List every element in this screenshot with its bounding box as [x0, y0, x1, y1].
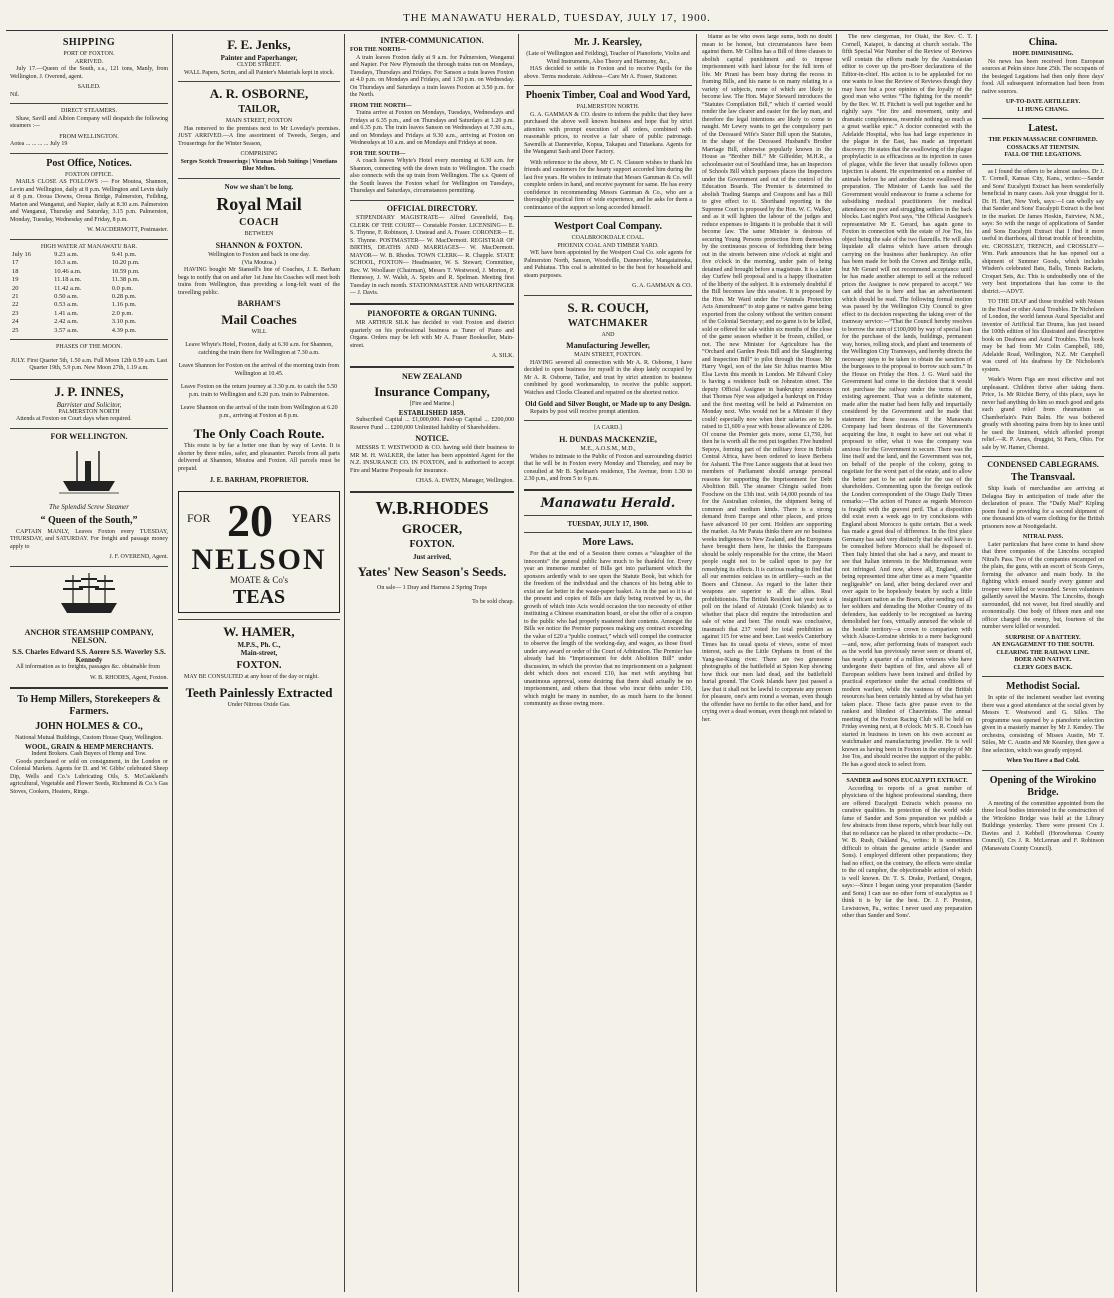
tide-cell: 3.57 a.m. — [54, 326, 79, 334]
direct-steamers-label: DIRECT STEAMERS. — [61, 108, 117, 114]
methodist-text: In spite of the inclement weather last evening there was a good attendance at the social given by Messrs T. Westwood and G. Silles. The programme was opened by a pianoforte selection given in a masterly manner by Mr J. Kendey. The orchestra, consisting of Misses Austin, Mr T. Stiles, Mr C. Austin and Mr Kearsley, then gave a fine selection, which was greatly enjoyed. — [982, 695, 1104, 754]
steamer-icon — [59, 447, 119, 497]
tide-row — [10, 318, 168, 326]
masthead-rule — [6, 30, 1108, 31]
innes-place: PALMERSTON NORTH — [58, 408, 120, 415]
grocer-town: FOXTON. — [409, 538, 455, 550]
tide-cell: 11.42 a.m. — [54, 284, 82, 292]
artillery-heading: UP-TO-DATE ARTILLERY. — [1005, 99, 1081, 105]
tide-cell: 24 — [12, 318, 19, 326]
tide-row — [10, 327, 168, 335]
fabrics-list: Serges Scotch Trouserings | Vicunas Irish Suitings | Venetians Blue Melton. — [180, 158, 338, 173]
barhams-label: BARHAM'S — [237, 299, 281, 309]
column-5 — [698, 34, 836, 1292]
via-label: (Via Moutoa.) — [242, 259, 276, 266]
teeth-heading: Teeth Painlessly Extracted — [185, 684, 333, 700]
millers-heading: To Hemp Millers, Storekeepers & Farmers. — [17, 694, 161, 718]
ad-years: YEARS — [291, 510, 331, 525]
rhodes-name: W.B.RHODES — [375, 497, 489, 518]
holmes-name: JOHN HOLMES & CO., — [35, 721, 143, 733]
yates-seeds: Yates' New Season's Seeds. — [357, 564, 507, 580]
tide-cell: 17 — [12, 259, 19, 267]
postmaster: W. MACDERMOTT, Postmaster. — [87, 227, 168, 233]
osborne-name: A. R. OSBORNE, — [209, 86, 309, 102]
masthead: THE MANAWATU HERALD, TUESDAY, JULY 17, 1900. — [403, 12, 711, 24]
tide-cell: 18 — [12, 267, 19, 275]
engagement-heading: AN ENGAGEMENT TO THE SOUTH. — [991, 642, 1095, 649]
tide-cell: 10.3 a.m. — [54, 259, 79, 267]
post-office-sub: FOXTON OFFICE. — [65, 171, 113, 178]
teeth-sub: Under Nitrous Oxide Gas. — [227, 701, 291, 708]
hamer-name: W. HAMER, — [223, 623, 295, 639]
osborne-text: Has removed to the premises next to Mr Loveday's premises. JUST ARRIVED.—A fine assortment of Tweeds, Serges, and Trouserings for the Winter Season, — [178, 125, 340, 147]
moon-heading: PHASES OF THE MOON. — [56, 344, 122, 351]
column-rule — [172, 34, 173, 1292]
column-2 — [174, 34, 344, 1292]
tide-table — [10, 251, 168, 335]
from-north-label: FROM THE NORTH— — [350, 102, 412, 109]
massacre-heading: THE PEKIN MASSACRE CONFIRMED. — [988, 137, 1098, 143]
column-rule — [836, 34, 837, 1292]
surprise-heading: SURPRISE OF A BATTERY. — [1005, 634, 1081, 641]
kearsley-name: Mr. J. Kearsley, — [574, 37, 642, 48]
for-south-text: A coach leaves Whyte's Hotel every morning at 6.30 a.m. for Shannon, connecting with the down train to Wellington. The coach also connects with the up train from Wellington. The s.s. Queen of the South leaves the Foxton wharf for Wellington on Tuesdays, Thursdays and Saturdays, circumstances permitting. — [350, 158, 514, 195]
deaf-text: TO THE DEAF and those troubled with Noises in the Head or other Aural Troubles. Dr Nicholson of London, the world famous Aural Specialist and inventor of Artificial Ear Drums, has just issued the 100th edition of his illustrated and descriptive book on Deafness and Aural Troubles. This book may be had from Mr Colin Campbell, 180, Adelaide Road, Wellington, N.Z. Mr Campbell was cured of his deafness by Dr Nicholson's system. — [982, 299, 1104, 373]
hope-text: No news has been received from European sources at Pekin since June 25th. The occupants of the besieged Legations had then only three days' food. All subsequent information had been from native sources. — [982, 58, 1104, 95]
tide-cell: 4.39 p.m. — [111, 326, 137, 334]
coach-route: SHANNON & FOXTON. — [215, 240, 303, 250]
coach-route-text: Wellington to Foxton and back in one day. — [208, 252, 310, 259]
coach-times-1: Leave Whyte's Hotel, Foxton, daily at 6.30 a.m. for Shannon, catching the train there for Wellington at 7.30 a.m. — [185, 342, 333, 356]
column-rule — [696, 34, 697, 1292]
tide-cell: 2.42 a.m. — [54, 318, 79, 326]
hamer-qualification: M.P.S., Ph. C., — [237, 640, 281, 649]
steamer-text: CAPTAIN MANLY, Leaves Foxton every TUESDAY, THURSDAY, and SATURDAY. For freight and passage money apply to — [10, 528, 168, 550]
repairs-text: Repairs by post will receive prompt attention. — [530, 408, 640, 415]
hope-heading: HOPE DIMINISHING. — [1012, 51, 1074, 57]
dundas-text: Wishes to intimate to the Public of Foxton and surrounding district that he will be in Foxton every Monday and Thursday, and may be consulted at Mr B. Spelman's residence, The Avenue, from 1.30 to 2.30 p.m., and from 5 to 6 p.m. — [524, 453, 692, 483]
on-sale-text: On sale— 1 Dray and Harness 2 Spring Traps — [377, 585, 487, 592]
phoenix-coal-label: PHOENIX COAL AND TIMBER YARD. — [557, 242, 659, 249]
jenks-place: CLYDE STREET. — [237, 62, 281, 69]
between-label: BETWEEN — [244, 231, 274, 238]
tide-cell: 22 — [12, 301, 19, 309]
tide-cell: 2.0 p.m. — [111, 309, 134, 317]
mail-coaches-heading: Mail Coaches — [221, 311, 297, 327]
li-heading: LI HUNG CHANG. — [1017, 106, 1069, 113]
methodist-heading: Methodist Social. — [1006, 681, 1080, 693]
tide-row — [10, 268, 168, 276]
sailed-label: SAILED. — [77, 84, 101, 90]
tide-row — [10, 251, 168, 259]
notice-heading: NOTICE. — [415, 434, 449, 444]
dundas-qualification: M.E., A.O.S.M., M.D., — [580, 446, 636, 453]
ewen-signature: CHAS. A. EWEN, Manager, Wellington. — [415, 478, 514, 485]
barham-signature: J. E. BARHAM, PROPRIETOR. — [209, 476, 309, 485]
legations-heading: FALL OF THE LEGATIONS. — [1004, 152, 1082, 158]
editorial-text: For that at the end of a Session there comes a “slaughter of the innocents” the general public have much to be thankful for. Every year an immense number of Bills get into parliament which the sponsors ardently wish to see upon the Statute Book, but which for the freedom of the individual and the chances of his being able to exist are far better in the waste-paper basket. As in the past so it is at the present and copies of Bills are daily being received by us, the growth of which into Acts would occasion the too necessity of either instituting a Chinese examination board, or else the offer of a coupon to the public who had properly mastered their contents. Amongst the Bills we notice the Premier purposes making any contract exceeding the value of £20 a “public contract,” which will compel the contractor to observe the length of the working-day, and wages, as those fixed under any award or order of the Court of Arbitration. The Premier has already had his “Imprisonment for debt Abolition Bill” under discussion, in which the proviso that no imprisonment on a judgment debt which does not exceed £10, has met with anything but unanimous approval, some desiring that there shall actually be no imprisonment, and others that those who incur debts under £10, which might be many in number, do as much harm to the honest community as those owing more. — [524, 551, 692, 708]
anchor-text: All information as to freights, passages &c. obtainable from — [16, 664, 160, 671]
insurance-type: [Fire and Marine.] — [409, 401, 455, 408]
notice-text: MESSRS T. WESTWOOD & CO. having sold their business to MR M. H. WALKER, the latter has been appointed Agent for the N.Z. INSURANCE CO. IN FOXTON, and is authorised to accept Fire and Marine Proposals for insurance. — [350, 445, 514, 474]
column-7 — [978, 34, 1108, 1292]
shipping-heading: SHIPPING — [62, 37, 116, 48]
tide-row — [10, 293, 168, 301]
post-office-text: MAILS CLOSE AS FOLLOWS :— For Moutoa, Shannon, Levin and Wellington, daily at 8 p.m. Wellington and Levin daily at 8 p.m. Oroua Downs, Oroua Bridge, Palmerston, Feilding, Marton and Wanganui, and Napier, daily at 8.30 a.m. Palmerston and Wanganui, Thursday and Saturday, 3.15 p.m. Palmerston, Monday, Tuesday, Wednesday and Friday, 8 p.m. — [10, 179, 168, 223]
tide-row — [10, 285, 168, 293]
official-directory-text: STIPENDIARY MAGISTRATE— Alfred Greenfield, Esq. CLERK OF THE COURT— Constable Forster. LICENSING— E. S. Thynne, F. Robinson, J. Unstead and A. Fraser. CORONER— E. S. Thynne. POSTMASTER— W. MacDermott. REGISTRAR OF BIRTHS, DEATHS AND MARRIAGES— W. MacDermott. MAYOR— W. B. Rhodes. TOWN CLERK— R. Chapple. STATE SCHOOL, FOXTON— Headmaster, W. S. Stewart; Committee, Rev. W. Woollaser (Chairman), Messrs T. Westwood, J. Morton, P. Hennessy, J. W. Walsh, A. Speirs and R. Spelman. Meeting first Tuesday in each month. STATIONMASTER AND WHARFINGER— J. Davis. — [350, 215, 514, 297]
tide-cell: 3.10 p.m. — [111, 318, 137, 326]
herald-nameplate: Manawatu Herald. — [540, 495, 676, 511]
tide-cell: 1.16 p.m. — [111, 301, 137, 309]
tide-heading: HIGH WATER AT MANAWATU BAR. — [40, 243, 138, 250]
phoenix-heading: Phoenix Timber, Coal and Wood Yard, — [525, 90, 691, 101]
tide-cell: 0.28 p.m. — [111, 293, 137, 301]
westport-heading: Westport Coal Company. — [553, 221, 663, 232]
tide-cell: 11.38 p.m. — [111, 276, 140, 284]
cossacks-heading: COSSACKS AT TIENTSIN. — [1006, 144, 1080, 151]
post-office-heading: Post Office, Notices. — [46, 157, 132, 169]
news-text: blame as be who owes large sums, both no doubt mean to be honest, but circumstances have been against them. Mr Collins has a Bill of three clauses to abolish capital punishment and to impose imprisonment with hard labour for the full term of life. Mr Pirani has been busy during the recess in framing Bills, and his name is on many relating to a variety of subjects, none of which are likely to become law. The Hon. Major Steward introduces the “Statutes Compilation Bill,” which if carried would render the law clearer and easier for the lay man, and therefore the legal intentions are likely to come to naught. Mr Lewry wants to get the compulsory part of the Deceased Wife's Sister Bill upon the Statutes, in the shape of the Deceased Husband's Brother Marriage Bill, otherwise popularly known in the House as “Brother Bill.” Mr Gilfedder, M.H.R., a schoolmaster out of Southland time, has an Inspectors of Schools Bill which purposes places the Inspectors under the Government and out of the control of the Education Boards. The Premier is determined to abolish Trading Stamps and Coupons and has a Bill to give effect to it. Shorthand reporting in the Supreme Court is proposed by the Hon. W. C. Walker, and as it will lighten the labour of the judges and reduce expenses to litigants it is probable that it will become law. The same Minister is desirous of securing Young Persons protection from themselves by the continuous process of forbidding their being out in the streets between nine o'clock at night and five o'clock in the morning, under pain of being detained and brought before a magistrate. It is a latter day Curfew bell proposal and is a happy illustration of the liberty of the subject. It is extremely doubtful if the Bill becomes law this session. It is proposed by the Hon. Mr Ward under the “Animals Protection Acts Amendment” to stop game or native game being exported from the colony without the written consent of the Colonial Secretary; and no game is to be killed, sold or offered for sale within six months of the close of the game season whether it be frozen, chilled, or not. The new Minister for Agriculture has the “Orchard and Garden Pests Bill and the Slaughtering and Inspection Bill” to pilot through the House. Mr Harry Vogel, son of the late Sir Julius marries Miss Elsa Levin this month in London. Mr Edward Coley is having a residence built on Johnston street. The deputy Official Assignee in bankruptcy announces that Thomas Nye was adjudged a bankrupt on Friday and the first meeting will be held at Palmerston on Monday next. Who would not be a Minister if they could! especially now when their salaries are to be raised to £1,600 a year with house allowance of £206. Of course the Premier gets more, some £1,750, but then he is worth all the rest put together. Five hundred Sepoys, forming part of the military force in British Central Africa, have been ordered to leave Berbera for Ashanti. The Free Lance suggests that at least two members of Parliament should arrange personal reasons for supporting the Imprisonment for Debt Abolition Bill. The steamer Chingtu sailed from Foochow on the 13th inst. with 14,000 pounds of tea for the Australian colonies, the shipment being of common and medium kinds. There is a strong demand from Europe and other places, and prices have advanced 10 per cent. Holders are supporting the market. As Mr Parata thinks there are no business weeks indigenous to New Zealand, and the Europeans have brought them here, he thinks the Europeans should be solely responsible for the crime, the Maori people ought not to be called upon to pay for remedying its effects. It is curious reading to find that all our enemies outclass us in artillery—such as the Boers and Chinese. As regard to the latter their weapons are superior to all the allies. Real prohibitionists. The British Resident last year took a poll on the island of Aitutaki (Cook Islands) as to whether that place did require the introduction and sale of wine and beer. The result was conclusive, inasmuch that 237 voted for total prohibition as against 115 for wine and beer. Last week's Canterbury Times has its usual quota of views, some of most interest, such as the Little Orphans in front of the Yang-tse-Kiang river. There are two gruesome photographs of the battlefield at Spion Kop showing how thick our men laid dead, and the battlefield burial ground. The Cook Islands have just passed a law that it shall not be lawful to corporate any person for pleasure, one's arm round a woman, even though the offender have no fertile to the other hand, and for crying over a dead woman, even though not related to her. — [702, 34, 832, 723]
kearsley-text: HAS decided to settle in Foxton and to receive Pupils for the above. Terms moderate. Address—Care Mr A. Fraser, Stationer. — [524, 66, 692, 80]
wades-text: Wade's Worm Figs are most effective and not unpleasant. Children thrive after taking them. Price, 1s. Mr Ritchie Berry, of this place, says he never had anything do him so much good and gets such grand relief from rheumatism as Chamberlain's Pain Balm. He was bothered greatly with shooting pains from hip to knee until he used the liniment, which afforded prompt relief.—R. P. Ames, druggist, St Paris, Ohio. For sale by W. Hamer, Chemist. — [982, 377, 1104, 451]
for-north-label: FOR THE NORTH— — [350, 47, 407, 54]
hamer-street: Main-street, — [240, 648, 278, 657]
port-label: PORT OF FOXTON. — [63, 51, 115, 57]
overend-agent: J. F. OVEREND, Agent. — [109, 554, 168, 561]
tide-cell: 11.18 a.m. — [54, 276, 82, 284]
ad-teas: TEAS — [232, 585, 286, 608]
column-rule — [518, 34, 519, 1292]
holmes-goods: Goods purchased or sold on consignment, in the London or Colonial Markets. Agents for D. and W. Gibbs' celebrated Sheep Dip, Wells and Co.'s Lubricating Oils, S. McCaskland's agricultural, Vegetable and Flower Seeds, Richmond & Co.'s Gas Stoves, Cookers, Heaters, Rings. — [10, 758, 168, 795]
tide-cell: 0.0 p.m. — [111, 284, 134, 292]
only-route-text: This route is by far a better one than by way of Levin. It is shorter by three miles, safer, and pleasanter. Parcels from all parts delivered at Shannon, Moutoa and Foxton. All parcels must be prepaid. — [178, 443, 340, 472]
aotea-line: Aotea ... ... ... ... July 19 — [10, 141, 68, 147]
arrived-text: July 17.—Queen of the South, s.s., 121 tons, Manly, from Wellington. J. Overend, agent. — [10, 66, 168, 80]
tide-cell: 10.59 p.m. — [111, 267, 140, 275]
holmes-address: National Mutual Buildings, Custom House Quay, Wellington. — [15, 735, 163, 742]
nelson-teas-ad — [178, 491, 340, 613]
innes-text: Attends at Foxton on Court days when required. — [16, 416, 132, 423]
tide-cell: 0.53 a.m. — [54, 301, 79, 309]
coach-times-3: Leave Foxton on the return journey at 3.30 p.m. to catch the 5.50 p.m. train to Wellington and 6.20 p.m. train to Palmerston. — [180, 384, 338, 398]
wirokino-text: A meeting of the committee appointed from the three local bodies interested in the construction of the Wirokino Bridge was held at the Library Buildings yesterday. There were present Crs J. Davies and J. Kebbell (Horowhenua County Council), Crs J. R. McLennan and F. Robinson (Manawatu County Council). — [982, 800, 1104, 852]
sold-cheap: To be sold cheap. — [472, 598, 514, 605]
innes-name: J. P. INNES, — [54, 383, 124, 399]
intercommunication-heading: INTER-COMMUNICATION. — [380, 36, 484, 45]
just-arrived: Just arrived, — [412, 552, 452, 561]
innes-role: Barrister and Solicitor, — [56, 400, 122, 409]
coalbrook-label: COALBROOKDALE COAL. — [571, 235, 645, 241]
nitral-heading: NITRAL PASS. — [1022, 534, 1064, 541]
for-north-text: A train leaves Foxton daily at 9 a.m. for Palmerston, Wanganui and Napier. For New Plymouth the through trains run on Mondays, Tuesdays, Thursdays and Fridays. For Sanson a train leaves Foxton at 4.0 p.m. on Mondays and Fridays, and 1.50 p.m. on Wednesday. On Thursdays and Saturdays a train leaves Foxton at 3.50 p.m. for the North. — [350, 54, 514, 99]
couch-place: MAIN STREET, FOXTON. — [574, 352, 642, 359]
column-6 — [838, 34, 976, 1292]
condensed-heading: CONDENSED CABLEGRAMS. — [987, 460, 1099, 469]
kearsley-role: (Late of Wellington and Feilding), Teacher of Pianoforte, Violin and Wind Instruments, Also Theory and Harmony, &c., — [526, 51, 690, 65]
osborne-place: MAIN STREET, FOXTON — [225, 118, 293, 125]
for-south-label: FOR THE SOUTH— — [350, 150, 406, 157]
tide-cell: 21 — [12, 293, 19, 301]
direct-steamers-text: Shaw, Savill and Albion Company will despatch the following steamers :— — [10, 115, 168, 129]
tide-cell: 25 — [12, 326, 19, 334]
tide-cell: 0.50 a.m. — [54, 293, 79, 301]
tide-cell: July 16 — [12, 251, 31, 258]
ad-nelson: NELSON — [191, 542, 327, 576]
c7-text-1: as I found the others to be almost useless. Dr J. T. Cornell, Kansas City, Kans., writes:—Sander and Sons' Eucalypti Extract has been wonderfully beneficial in many cases. Ask your druggist for it. Dr. H. Hart, New York, says:—I can wholly say that Sander and Sons' Eucalypti Extract is the best in the market. Dr James Hoskin, Fairview, N.M., says: So with the range of applications of Sander and Sons Eucalypti Extract that I find it more useful in diarrhoea, all throat trouble of bronchitis, etc. CROSSLEY, TRENCH, and CROSSLEY—Wm. Park announces that he has opened out a shipment of Summer Goods, which includes Wisden's celebrated Bats, Balls, Tennis Rackets, Croquet Sets, &c. This is undoubtedly one of the very best importations that has come to the district.—ADVT. — [982, 168, 1104, 295]
ad-twenty: 20 — [227, 494, 273, 546]
will-label: WILL — [251, 328, 267, 335]
jeweller-heading: Manufacturing Jeweller, — [566, 341, 650, 350]
phoenix-place: PALMERSTON NORTH. — [576, 104, 640, 110]
ship-icon — [59, 573, 119, 623]
hamer-town: FOXTON. — [236, 660, 282, 672]
column-4 — [520, 34, 696, 1292]
holmes-trade: WOOL, GRAIN & HEMP MERCHANTS. — [24, 742, 154, 751]
comprising-label: COMPRISING — [240, 151, 278, 158]
osborne-trade: TAILOR, — [238, 104, 280, 116]
for-wellington-heading: FOR WELLINGTON. — [50, 431, 128, 441]
tide-cell: 10.46 a.m. — [54, 267, 82, 275]
card-label: [A CARD.] — [594, 425, 622, 432]
official-directory-heading: OFFICIAL DIRECTORY. — [386, 203, 478, 213]
from-north-text: Trains arrive at Foxton on Mondays, Tuesdays, Wednesdays and Fridays at 6.35 p.m., and on Thursdays and Saturdays at 1.20 p.m. and 6.35 p.m. The train leaves Sanson on Wednesdays at 7.30 a.m., and on Mondays and Fridays at 9.30 a.m., arriving at Foxton on Wednesdays at 10 a.m. and on Mondays and Fridays at noon. — [350, 110, 514, 147]
tide-row — [10, 276, 168, 284]
anchor-company: ANCHOR STEAMSHIP COMPANY, NELSON. — [24, 627, 154, 646]
watchmaker-heading: WATCHMAKER — [567, 317, 649, 329]
clery-heading: CLERY GOES BACK. — [1013, 664, 1073, 671]
ad-moate: MOATE & Co's — [229, 574, 289, 585]
clearing-heading: CLEARING THE RAILWAY LINE. — [996, 649, 1090, 656]
tide-cell: 19 — [12, 276, 19, 284]
holmes-brokers: Indent Brokers. Cash Buyers of Hemp and Tow. — [31, 751, 147, 758]
eucalypti-text: According to reports of a great number of physicians of the highest professional standing, there are offered Eucalypti Extracts which possess no curative qualities. In protection of the world wide fame of Sander and Sons preparation we publish a few abstracts from these reports, which bear fully out that no reliance can be placed in other products:—Dr. W. B. Rush, Oakland Pa., writes: It is sometimes difficult to obtain the genuine article (Sander and Sons). I employed different other preparations; they had no effect, on the contrary, the effects were similar to the oil camphor, the objectionable action of which is well known. Dr. T. S. Drake, Portland, Oregon, says:—Since I began using your preparation (Sander and Sons) I can use no other form of eucalyptus as I think it is by far the best. Dr. J. F. Preston, Lewistown, Pa., writes: I never used any preparation other than Sander and Sons'. — [842, 785, 972, 919]
eucalypti-heading: SANDER and SONS EUCALYPTI EXTRACT. — [846, 778, 968, 784]
tide-cell: 1.41 a.m. — [54, 309, 79, 317]
silk-signature: A. SILK. — [491, 353, 514, 360]
piano-tuning-heading: PIANOFORTE & ORGAN TUNING. — [367, 308, 497, 318]
insurance-capital: Subscribed Capital ... £1,000,000. Paid-up Capital ... £200,000 Reserve Fund ... £200,000 Unlimited liability of Shareholders. — [350, 417, 514, 431]
grocer-heading: GROCER, — [401, 520, 463, 536]
steamer-name: “ Queen of the South,” — [40, 514, 138, 526]
tide-cell: 23 — [12, 309, 19, 317]
couch-name: S. R. COUCH, — [567, 299, 649, 315]
column-1 — [6, 34, 172, 1292]
jenks-name: F. E. Jenks, — [227, 37, 291, 52]
transvaal-text: Ship loads of merchandise are arriving at Delagoa Bay in anticipation of trade after the declaration of peace. The “Daily Mail” Kipling poem fund is providing for a second shipment of one thousand kits of warm clothing for the British prisoners now at Nooitgedacht. — [982, 486, 1104, 530]
dundas-name: H. DUNDAS MACKENZIE, — [559, 434, 657, 444]
moon-text: JULY. First Quarter 5th, 1.50 a.m. Full Moon 12th 0.59 a.m. Last Quarter 19th, 5.9 p.m. New Moon 27th, 1.19 a.m. — [10, 357, 168, 372]
insurance-established: ESTABLISHED 1859. — [398, 408, 466, 417]
cold-heading: When You Have a Bad Cold. — [1006, 758, 1080, 765]
westport-text: WE have been appointed by the Westport Coal Co. sole agents for Palmerston North, Sanson, Woodville, Dannevirke, Mangatainoka, and Pahiatua. This coal is admitted to be the best for household and steam purposes. — [524, 250, 692, 279]
coach-heading: COACH — [239, 217, 279, 229]
column-3 — [346, 34, 518, 1292]
latest-heading: Latest. — [1028, 123, 1058, 134]
local-news-text: The new clergyman, for Otaki, the Rev. C. T. Cornell, Kaiapoi, is dancing at church socials. The fifth Special War Number of the Review of Reviews will contain the efforts made by the Australasian editor to cover up the pro-Boer declarations of the Editor-in-chief. His action is to be applauded for no one wants to lose the Review of Reviews though they may have but a poor opinion of the loyalty of the good man who writes “The fighting for the month” by the Rev. W. H. Fitchett is well put together and he rightly says “for fire and movement, unity and dramatic completeness, resemble nothing so much as a great warlike epic.” A doctor connected with the Adelaide Hospital, who has had large experience in the plague in the East, has made an important discovery. He states that the swallowing of the plague prophylactic is as efficacious as its injection in cases of plague, while the fever that usually follows upon injection is absent. He experimented on a number of animals before he and another doctor swallowed the preparation. The Minister of Lands has said the Government would endeavour to frame a scheme for subsidising medical practitioners for medical attendance on poor and struggling settlers in the back blocks. Last night's Post says, “the Official Assignee's representative Mr E. Gerard, has again gone to Foxton in connection with the estate of Joe Tos, his object being the sale of the two flaxmills. He will also liquidate all claims which have arisen through carrying on the business after bankruptcy. An offer has been made for both the Crown and Bridge mills, but Mr Gerard will not recommend acceptance until he has made another attempt to sell at the reduced prices the Assignee is now prepared to accept.” We can add that he is here and has an advertisement which should be read. The following formal motion was passed by the Wellington City Council to give effect to its decision respecting the taking over of the tramway service:—“That the Council hereby resolves to borrow the sum of £100,000 by way of special loan for the purchase of the lands, buildings, permanent way, horses, rolling stock, and plant and tenements of the Wellington City Tramways, and hereby directs the necessary steps to be taken to obtain the sanction of the burgesses to the proposal to borrow such sum.” In the House on Friday the Hon. J. G. Ward said the Government had come to the decision that it would not purchase the railway under the terms of the existing agreement. That was a definite statement, made after the matter had been fully and impartially considered by the Government and he made that statement for these reasons. If the Manawatu Company had been desirous of the Government's acquiring the line, it ought to have set out what it proposed to offer, what it was the company was anxious for the Government to secure. There was the line itself and the land, and the Government was not, on behalf of the people of the colony, going to negotiate for the worst part of the estate, and to allow the better part to be set aside for the use of the shareholders. Commenting upon the foreign outlook the London correspondent of the Otago Daily Times remarks:—The action of France as regards Morocco is fraught with the gravest peril. That a disposition did exist even a week ago to try conclusions with England about Morocco is quite certain. But a week has made a great deal of difference. In the first place Germany has said very distinctly that she will have to be consulted before Morocco shall be disposed of. Then Italy hinted that she had a navy, and meant to see that Italian interests in the Mediterranean were not infringed. And now, above all, England, after being represented time after time as a mere “quantite negligeable” on land, after being declared over and over again to be hopelessly beaten by such a little insignificant nation as the Boers, after sending out all her soldiers and denuding the Mother Country of its defenders, has suddenly to be recognised as having demolished her foes, virtually annexed the whole of the hostile territory—a crown to comparison with which Alsace-Lorraine shrinks to a mere background—and, now, after performing feats of transport such as the world has previously never seen or dreamt of, has nearly a quarter of a million veterans who have undergone their baptism of fire, and above all of European soldiers have been trained and drilled by practical experience under the actual conditions of modern warfare, while the vastness of the British resources has been certainly hinted at by what has yet taken place. These facts give pause even to the rankest and blindest of Chauvinists. The annual meeting of the Foxton Racing Club will be held on Friday evening next, at 8 o'clock. Mr S. R. Couch has started in business in town on his own account as watchmaker and manufacturing jeweller. He is well known as having been in Foxton in the employ of Mr Joe Tos, and should receive the support of the public. He has a good stock to select from. — [842, 34, 972, 768]
nz-insurance-label: NEW ZEALAND — [401, 371, 463, 381]
transvaal-heading: The Transvaal. — [1010, 472, 1076, 484]
from-wellington-label: FROM WELLINGTON. — [59, 133, 119, 140]
coach-times-4: Leave Shannon on the arrival of the train from Wellington at 6.20 p.m., arriving at Foxton at 8 p.m. — [180, 405, 338, 419]
insurance-heading: Insurance Company, — [374, 384, 490, 400]
jenks-text: WALL Papers, Scrim, and all Painter's Materials kept in stock. — [184, 69, 335, 76]
tide-cell: 9.41 p.m. — [111, 251, 137, 258]
column-rule — [976, 34, 977, 1292]
tide-cell: 20 — [12, 284, 19, 292]
column-rule — [344, 34, 345, 1292]
steamer-intro: The Splendid Screw Steamer — [48, 503, 130, 512]
silk-text: MR ARTHUR SILK has decided to visit Foxton and district quarterly on his professional business as Tuner of Piano and Organs. Orders may be left with Mr A. Fraser Bookseller, Main-street. — [350, 320, 514, 349]
boer-heading: BOER AND NATIVE. — [1014, 657, 1072, 664]
china-heading: China. — [1028, 37, 1058, 48]
and-label: AND — [601, 331, 615, 338]
nitral-text: Later particulars that have come to hand show that three companies of the Lincolns occupied Nitral's Pass. Two of the companies encamped on the plain, the guns, with an escort of Scots Greys, forming the advance and main body. In the fighting which ensued nearly every gunner and trooper were killed or wounded. Seven volunteers gallantly saved the Maxim. The Lincolns, though surrounded, did not waver, but fired steadily and economically. One body of fifteen men and one officer charged the enemy, but, fourteen of the number were killed or wounded. — [982, 541, 1104, 631]
issue-date: TUESDAY, JULY 17, 1900. — [567, 519, 649, 528]
royal-mail-heading: Royal Mail — [216, 194, 302, 215]
arrived-label: ARRIVED. — [74, 58, 104, 65]
rhodes-agent: W. B. RHODES, Agent, Foxton. — [90, 674, 168, 681]
coach-times-2: Leave Shannon for Foxton on the arrival of the morning train from Wellington at 10.45. — [178, 363, 340, 377]
hamer-text: MAY BE CONSULTED at any hour of the day or night. — [184, 674, 319, 681]
couch-text: HAVING severed all connection with Mr A. R. Osborne, I have decided to open business for myself in the shop lately occupied by Mr A. R. Osborne, Tailor, and trust by strict attention to business combined by good workmanship, to receive the public support. Watches and Clocks Cleaned and repaired on the shortest notice. — [524, 359, 692, 396]
editorial-heading: More Laws. — [582, 537, 634, 549]
phoenix-text: G. A. GAMMAN & CO. desire to inform the public that they have purchased the above well known business and hope that by strict attention with prompt execution of all orders, combined with reasonable prices, to receive a fair share of public patronage. Sawmills at Dannevirke, Kopua, Takapau and Tutaekara. Agents for the Wanganui Sash and Door Factory. — [524, 111, 692, 155]
ad-for: FOR — [187, 510, 211, 525]
tide-cell: 9.23 a.m. — [54, 251, 79, 258]
tide-cell: 10.20 p.m. — [111, 259, 140, 267]
barham-text: HAVING bought Mr Stansell's line of Coaches, J. E. Barham begs to notify that on and after 1st June his Coaches will meet both trains from Wellington, thus providing a long-felt want of the travelling public. — [178, 267, 340, 296]
tide-row — [10, 259, 168, 267]
sailed-text: Nil. — [10, 91, 20, 98]
phoenix-text-2: With reference to the above, Mr C. N. Clausen wishes to thank his friends and customers for the hearty support accorded him during the last five years. He wishes to intimate that Messrs Gamman & Co. will complete orders in hand, and receive payment for same. He has every confidence in recommending Messrs Gamman & Co., who are a thoroughly practical firm of wide experience, and he asks for them a continuance of the support so long accorded himself. — [524, 159, 692, 211]
tide-row — [10, 301, 168, 309]
old-gold: Old Gold and Silver Bought, or Made up to any Design. — [525, 400, 691, 409]
jenks-role: Painter and Paperhanger, — [220, 54, 298, 62]
only-route-heading: The Only Coach Route. — [193, 426, 325, 442]
coach-tagline: Now we shan't be long. — [224, 182, 294, 191]
wirokino-heading: Opening of the Wirokino Bridge. — [989, 774, 1097, 798]
gamman-signature: G. A. GAMMAN & CO. — [632, 283, 692, 289]
anchor-ships: S.S. Charles Edward S.S. Aorere S.S. Waverley S.S. Kennedy — [12, 647, 166, 664]
tide-row — [10, 310, 168, 318]
